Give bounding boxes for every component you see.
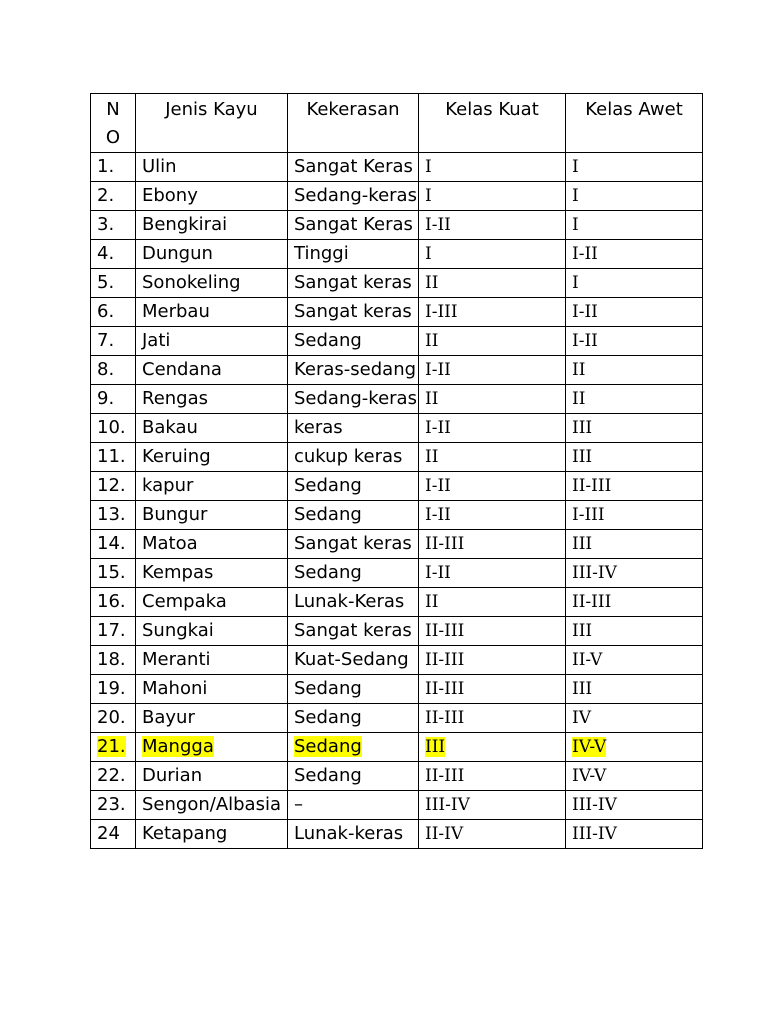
row-kekerasan-text: Sedang xyxy=(294,765,362,786)
row-kekerasan xyxy=(288,501,419,530)
row-kelas-awet-text: II-III xyxy=(572,476,612,496)
row-kekerasan xyxy=(288,646,419,675)
row-number-text: 23. xyxy=(97,794,126,815)
row-kelas-kuat xyxy=(419,820,566,849)
row-kelas-kuat-text: II xyxy=(425,273,439,293)
row-kelas-awet-text: III-IV xyxy=(572,795,617,815)
wood-class-table xyxy=(90,93,703,849)
row-number-text: 1. xyxy=(97,156,115,177)
row-jenis-kayu xyxy=(136,414,288,443)
row-kelas-awet-text: IV xyxy=(572,708,591,728)
row-number xyxy=(91,617,136,646)
row-kelas-awet-text: II-V xyxy=(572,650,603,670)
row-jenis-kayu-text: Sonokeling xyxy=(142,272,241,293)
row-kelas-awet-text: III-IV xyxy=(572,824,617,844)
row-jenis-kayu-text: Durian xyxy=(142,765,203,786)
row-kelas-kuat xyxy=(419,298,566,327)
row-kelas-kuat xyxy=(419,414,566,443)
row-kelas-awet xyxy=(566,211,703,240)
row-number-text: 6. xyxy=(97,301,115,322)
row-jenis-kayu-text: Mahoni xyxy=(142,678,208,699)
row-number-text: 10. xyxy=(97,417,126,438)
row-jenis-kayu-text: Rengas xyxy=(142,388,209,409)
row-jenis-kayu xyxy=(136,762,288,791)
row-kekerasan xyxy=(288,675,419,704)
row-jenis-kayu-text: Cendana xyxy=(142,359,222,380)
table-row xyxy=(91,675,703,704)
table-row xyxy=(91,298,703,327)
row-number xyxy=(91,559,136,588)
row-kelas-kuat xyxy=(419,762,566,791)
row-jenis-kayu-text: Sengon/Albasia xyxy=(142,794,281,815)
row-number-text: 7. xyxy=(97,330,115,351)
row-kelas-awet xyxy=(566,588,703,617)
row-number xyxy=(91,182,136,211)
row-jenis-kayu xyxy=(136,327,288,356)
row-number xyxy=(91,414,136,443)
row-kelas-awet-text: II xyxy=(572,360,586,380)
row-kekerasan-text: Tinggi xyxy=(294,243,349,264)
table-row xyxy=(91,646,703,675)
row-kelas-kuat xyxy=(419,530,566,559)
table-row xyxy=(91,385,703,414)
row-number xyxy=(91,588,136,617)
row-jenis-kayu xyxy=(136,675,288,704)
row-kekerasan-text: Sangat Keras xyxy=(294,156,413,177)
row-number-text: 5. xyxy=(97,272,115,293)
row-kekerasan xyxy=(288,733,419,762)
row-kelas-kuat xyxy=(419,385,566,414)
header-kelas-awet: Kelas Awet xyxy=(566,94,703,153)
row-number xyxy=(91,733,136,762)
row-kekerasan-text: Lunak-Keras xyxy=(294,591,405,612)
row-number-text: 14. xyxy=(97,533,126,554)
row-kelas-kuat-text: I-III xyxy=(425,302,458,322)
row-jenis-kayu xyxy=(136,820,288,849)
row-jenis-kayu-text: Bakau xyxy=(142,417,198,438)
row-kekerasan-text: Sedang xyxy=(294,330,362,351)
row-kelas-awet-text: III xyxy=(572,534,593,554)
row-kekerasan xyxy=(288,182,419,211)
row-kekerasan xyxy=(288,327,419,356)
row-jenis-kayu-text: Keruing xyxy=(142,446,211,467)
row-kelas-kuat-text: II-III xyxy=(425,534,465,554)
row-jenis-kayu xyxy=(136,298,288,327)
row-kekerasan xyxy=(288,443,419,472)
row-jenis-kayu-text: Jati xyxy=(142,330,171,351)
row-kekerasan-text: Sedang xyxy=(294,504,362,525)
table-row xyxy=(91,791,703,820)
row-kekerasan-text: cukup keras xyxy=(294,446,403,467)
row-kekerasan-text: Sedang xyxy=(294,475,362,496)
row-number-text: 21. xyxy=(97,736,126,757)
row-jenis-kayu-text: Bengkirai xyxy=(142,214,228,235)
table-row xyxy=(91,472,703,501)
row-kelas-kuat xyxy=(419,443,566,472)
row-kelas-awet xyxy=(566,298,703,327)
row-jenis-kayu xyxy=(136,530,288,559)
row-kelas-awet-text: II-III xyxy=(572,592,612,612)
row-kelas-kuat-text: I-II xyxy=(425,360,451,380)
row-kelas-kuat xyxy=(419,675,566,704)
table-row xyxy=(91,733,703,762)
row-number-text: 24 xyxy=(97,823,120,844)
row-jenis-kayu xyxy=(136,588,288,617)
row-kekerasan xyxy=(288,211,419,240)
row-number xyxy=(91,153,136,182)
row-kekerasan-text: Sangat Keras xyxy=(294,214,413,235)
table-row xyxy=(91,240,703,269)
row-number xyxy=(91,472,136,501)
row-kelas-kuat xyxy=(419,588,566,617)
row-jenis-kayu-text: Meranti xyxy=(142,649,211,670)
header-kelas-kuat: Kelas Kuat xyxy=(419,94,566,153)
row-jenis-kayu-text: Kempas xyxy=(142,562,214,583)
row-kekerasan-text: Sedang xyxy=(294,678,362,699)
row-kekerasan-text: Sedang xyxy=(294,562,362,583)
row-kelas-kuat-text: I xyxy=(425,157,432,177)
row-jenis-kayu-text: Bungur xyxy=(142,504,208,525)
row-kelas-kuat xyxy=(419,617,566,646)
row-jenis-kayu-text: Merbau xyxy=(142,301,210,322)
row-jenis-kayu-text: Matoa xyxy=(142,533,198,554)
row-kekerasan-text: Sangat keras xyxy=(294,272,412,293)
row-kelas-kuat xyxy=(419,182,566,211)
row-kelas-awet xyxy=(566,762,703,791)
row-kekerasan xyxy=(288,762,419,791)
row-kekerasan-text: Lunak-keras xyxy=(294,823,404,844)
row-jenis-kayu-text: Cempaka xyxy=(142,591,227,612)
row-number-text: 4. xyxy=(97,243,115,264)
row-jenis-kayu xyxy=(136,182,288,211)
row-kelas-kuat-text: II-III xyxy=(425,621,465,641)
row-jenis-kayu xyxy=(136,356,288,385)
row-jenis-kayu xyxy=(136,733,288,762)
row-kekerasan xyxy=(288,153,419,182)
row-kelas-awet-text: III xyxy=(572,447,593,467)
table-row xyxy=(91,559,703,588)
row-jenis-kayu-text: Bayur xyxy=(142,707,195,728)
row-kelas-kuat xyxy=(419,240,566,269)
row-number xyxy=(91,530,136,559)
row-jenis-kayu xyxy=(136,617,288,646)
row-kelas-awet-text: III-IV xyxy=(572,563,617,583)
row-jenis-kayu-text: Ketapang xyxy=(142,823,228,844)
row-kekerasan-text: Sedang-keras xyxy=(294,388,417,409)
header-kekerasan: Kekerasan xyxy=(288,94,419,153)
table-row xyxy=(91,269,703,298)
row-kekerasan-text: Sedang-keras xyxy=(294,185,417,206)
table-row xyxy=(91,820,703,849)
row-kelas-awet-text: I-III xyxy=(572,505,605,525)
row-kelas-kuat-text: II-III xyxy=(425,708,465,728)
row-kelas-awet xyxy=(566,704,703,733)
row-kelas-kuat-text: II xyxy=(425,389,439,409)
row-kelas-kuat-text: I-II xyxy=(425,418,451,438)
row-kekerasan xyxy=(288,820,419,849)
header-jenis-kayu: Jenis Kayu xyxy=(136,94,288,153)
row-number-text: 20. xyxy=(97,707,126,728)
table-row xyxy=(91,356,703,385)
row-number xyxy=(91,820,136,849)
row-kelas-kuat-text: I-II xyxy=(425,563,451,583)
header-no: N O xyxy=(91,94,136,153)
row-kekerasan-text: Sedang xyxy=(294,707,362,728)
table-row xyxy=(91,182,703,211)
row-kekerasan xyxy=(288,472,419,501)
row-kelas-awet xyxy=(566,646,703,675)
row-number xyxy=(91,675,136,704)
table-row xyxy=(91,443,703,472)
row-kelas-kuat xyxy=(419,211,566,240)
table-row xyxy=(91,617,703,646)
row-jenis-kayu xyxy=(136,704,288,733)
row-jenis-kayu xyxy=(136,559,288,588)
table-row xyxy=(91,327,703,356)
row-kelas-awet-text: I xyxy=(572,186,579,206)
row-kekerasan xyxy=(288,356,419,385)
row-jenis-kayu-text: Sungkai xyxy=(142,620,214,641)
row-kekerasan xyxy=(288,588,419,617)
row-number xyxy=(91,240,136,269)
row-number-text: 16. xyxy=(97,591,126,612)
row-kelas-kuat xyxy=(419,646,566,675)
row-number-text: 15. xyxy=(97,562,126,583)
table-row xyxy=(91,588,703,617)
row-number-text: 11. xyxy=(97,446,126,467)
row-kekerasan-text: Keras-sedang xyxy=(294,359,417,380)
row-kelas-kuat-text: III xyxy=(425,737,446,757)
row-jenis-kayu xyxy=(136,791,288,820)
row-kelas-awet-text: III xyxy=(572,621,593,641)
table-row xyxy=(91,211,703,240)
row-kelas-awet-text: I-II xyxy=(572,302,598,322)
row-jenis-kayu xyxy=(136,646,288,675)
row-kelas-kuat-text: II-III xyxy=(425,679,465,699)
row-kelas-kuat xyxy=(419,153,566,182)
row-kelas-awet xyxy=(566,182,703,211)
row-number xyxy=(91,646,136,675)
row-kekerasan xyxy=(288,298,419,327)
row-kelas-awet-text: I xyxy=(572,273,579,293)
row-kelas-kuat-text: I-II xyxy=(425,476,451,496)
row-jenis-kayu xyxy=(136,443,288,472)
row-kelas-kuat-text: I-II xyxy=(425,215,451,235)
row-number-text: 12. xyxy=(97,475,126,496)
row-kelas-kuat xyxy=(419,501,566,530)
row-kelas-awet xyxy=(566,675,703,704)
row-kelas-kuat xyxy=(419,356,566,385)
row-kelas-awet-text: I xyxy=(572,215,579,235)
row-number xyxy=(91,385,136,414)
row-kelas-kuat-text: II xyxy=(425,447,439,467)
row-kelas-kuat xyxy=(419,733,566,762)
row-kekerasan xyxy=(288,414,419,443)
row-kekerasan xyxy=(288,530,419,559)
row-kekerasan xyxy=(288,269,419,298)
row-kekerasan-text: Sangat keras xyxy=(294,620,412,641)
row-kelas-awet-text: IV-V xyxy=(572,766,607,786)
row-number xyxy=(91,269,136,298)
row-kekerasan-text: Kuat-Sedang xyxy=(294,649,409,670)
row-jenis-kayu xyxy=(136,385,288,414)
row-kelas-awet xyxy=(566,414,703,443)
row-kelas-kuat-text: I xyxy=(425,244,432,264)
row-kekerasan xyxy=(288,791,419,820)
row-kelas-awet xyxy=(566,559,703,588)
row-number xyxy=(91,762,136,791)
row-kekerasan xyxy=(288,617,419,646)
row-kelas-kuat-text: III-IV xyxy=(425,795,470,815)
row-kelas-awet xyxy=(566,530,703,559)
row-jenis-kayu xyxy=(136,153,288,182)
table-row xyxy=(91,414,703,443)
row-number-text: 19. xyxy=(97,678,126,699)
row-jenis-kayu xyxy=(136,501,288,530)
row-number-text: 22. xyxy=(97,765,126,786)
row-jenis-kayu-text: Mangga xyxy=(142,736,214,757)
row-jenis-kayu xyxy=(136,472,288,501)
row-kelas-awet-text: I-II xyxy=(572,331,598,351)
row-kelas-awet xyxy=(566,791,703,820)
row-number xyxy=(91,501,136,530)
row-kelas-awet xyxy=(566,327,703,356)
row-kelas-kuat-text: II-III xyxy=(425,650,465,670)
row-number-text: 13. xyxy=(97,504,126,525)
row-kelas-awet-text: IV-V xyxy=(572,737,607,757)
table-row xyxy=(91,153,703,182)
row-kekerasan-text: Sedang xyxy=(294,736,362,757)
row-number xyxy=(91,791,136,820)
row-kelas-awet xyxy=(566,269,703,298)
table-row xyxy=(91,530,703,559)
row-number-text: 3. xyxy=(97,214,115,235)
row-kelas-awet xyxy=(566,733,703,762)
row-kelas-kuat-text: II-III xyxy=(425,766,465,786)
row-kelas-awet-text: II xyxy=(572,389,586,409)
row-kelas-kuat-text: II-IV xyxy=(425,824,464,844)
row-number-text: 2. xyxy=(97,185,115,206)
row-kelas-awet-text: I xyxy=(572,157,579,177)
row-number xyxy=(91,443,136,472)
row-jenis-kayu-text: Ulin xyxy=(142,156,177,177)
row-kekerasan xyxy=(288,385,419,414)
row-kelas-awet xyxy=(566,472,703,501)
row-jenis-kayu xyxy=(136,269,288,298)
row-jenis-kayu-text: Ebony xyxy=(142,185,198,206)
row-kekerasan-text: – xyxy=(294,794,303,815)
header-row xyxy=(91,94,703,153)
row-kelas-kuat xyxy=(419,269,566,298)
row-kelas-awet xyxy=(566,501,703,530)
row-number xyxy=(91,298,136,327)
row-kelas-awet-text: III xyxy=(572,679,593,699)
row-jenis-kayu xyxy=(136,211,288,240)
row-jenis-kayu-text: kapur xyxy=(142,475,194,496)
row-kelas-awet xyxy=(566,443,703,472)
row-kelas-awet xyxy=(566,820,703,849)
row-kelas-kuat xyxy=(419,472,566,501)
row-number-text: 18. xyxy=(97,649,126,670)
row-kelas-awet xyxy=(566,617,703,646)
row-kelas-kuat xyxy=(419,791,566,820)
row-kelas-kuat xyxy=(419,559,566,588)
row-kelas-kuat xyxy=(419,327,566,356)
row-jenis-kayu-text: Dungun xyxy=(142,243,213,264)
row-number-text: 9. xyxy=(97,388,115,409)
row-kelas-awet xyxy=(566,356,703,385)
row-kelas-awet xyxy=(566,240,703,269)
row-number xyxy=(91,327,136,356)
row-kekerasan xyxy=(288,704,419,733)
row-kelas-kuat-text: I-II xyxy=(425,505,451,525)
row-kekerasan xyxy=(288,559,419,588)
row-kelas-kuat-text: I xyxy=(425,186,432,206)
row-number xyxy=(91,704,136,733)
row-kelas-kuat-text: II xyxy=(425,331,439,351)
row-kelas-awet xyxy=(566,385,703,414)
row-number xyxy=(91,356,136,385)
row-kelas-awet xyxy=(566,153,703,182)
row-jenis-kayu xyxy=(136,240,288,269)
row-kelas-kuat-text: II xyxy=(425,592,439,612)
table-row xyxy=(91,501,703,530)
row-number xyxy=(91,211,136,240)
row-number-text: 17. xyxy=(97,620,126,641)
table-row xyxy=(91,704,703,733)
row-kekerasan-text: Sangat keras xyxy=(294,301,412,322)
row-kelas-kuat xyxy=(419,704,566,733)
row-kelas-awet-text: III xyxy=(572,418,593,438)
table-row xyxy=(91,762,703,791)
row-kekerasan xyxy=(288,240,419,269)
row-kelas-awet-text: I-II xyxy=(572,244,598,264)
row-number-text: 8. xyxy=(97,359,115,380)
row-kekerasan-text: keras xyxy=(294,417,343,438)
row-kekerasan-text: Sangat keras xyxy=(294,533,412,554)
